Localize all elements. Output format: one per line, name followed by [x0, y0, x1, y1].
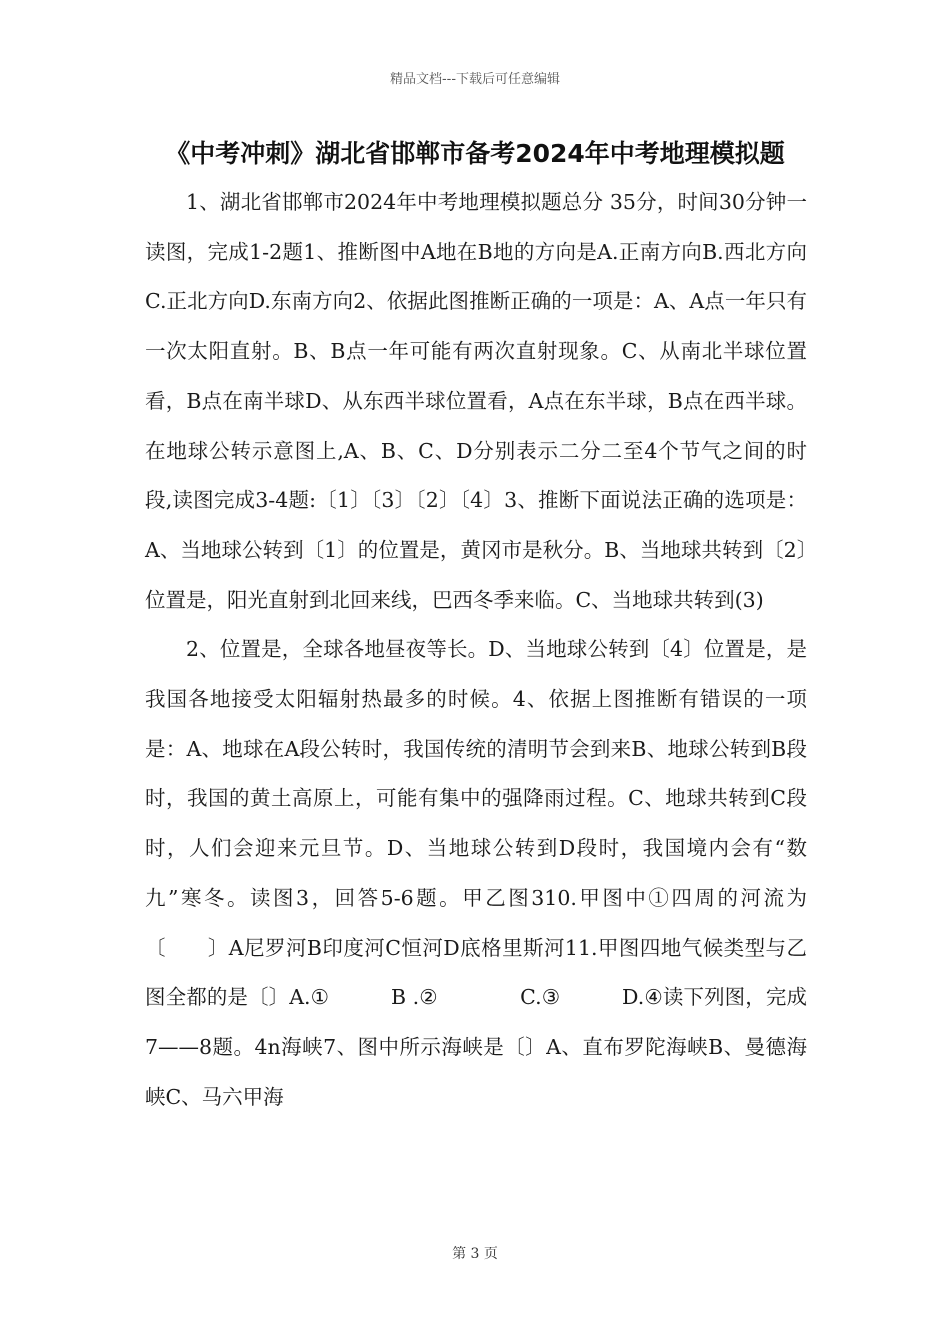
page-number: 第 3 页	[452, 1246, 498, 1262]
paragraph-2: 2、位置是，全球各地昼夜等长。D、当地球公转到〔4〕位置是，是我国各地接受太阳辐射热最多的时候。4、依据上图推断有错误的一项是：A、地球在A段公转时，我国传统的清明节会到来B、地球公转到B段时，我国的黄土高原上，可能有集中的强降雨过程。C、地球共转到C段时，人们会迎来元旦节。D、当地球公转到D段时，我国境内会有“数九”寒冬。读图3，回答5-6题。甲乙图310.甲图中①四周的河流为〔 〕A尼罗河B印度河C恒河D底格里斯河11.甲图四地气候类型与乙图全都的是〔〕A.① B .② C.③ D.④读下列图，完成7——8题。4n海峡7、图中所示海峡是〔〕A、直布罗陀海峡B、曼德海峡C、马六甲海	[145, 637, 807, 1109]
header-note: 精品文档---下载后可任意编辑	[389, 72, 561, 87]
document-title: 《中考冲刺》湖北省邯郸市备考2024年中考地理模拟题	[165, 139, 785, 168]
document-body	[145, 178, 917, 1122]
paragraph-1: 1、湖北省邯郸市2024年中考地理模拟题总分 35分，时间30分钟一读图，完成1-2题1、推断图中A地在B地的方向是A.正南方向B.西北方向 C.正北方向D.东南方向2、依据此图推断正确的一项是：A、A点一年只有一次太阳直射。B、B点一年可能有两次直射现象。C、从南北半球位置看，B点在南半球D、从东西半球位置看，A点在东半球，B点在西半球。在地球公转示意图上,A、B、C、D分别表示二分二至4个节气之间的时段,读图完成3-4题:〔1〕〔3〕〔2〕〔4〕3、推断下面说法正确的选项是：A、当地球公转到〔1〕的位置是，黄冈市是秋分。B、当地球共转到〔2〕位置是，阳光直射到北回来线，巴西冬季来临。C、当地球共转到(3)	[145, 190, 917, 612]
